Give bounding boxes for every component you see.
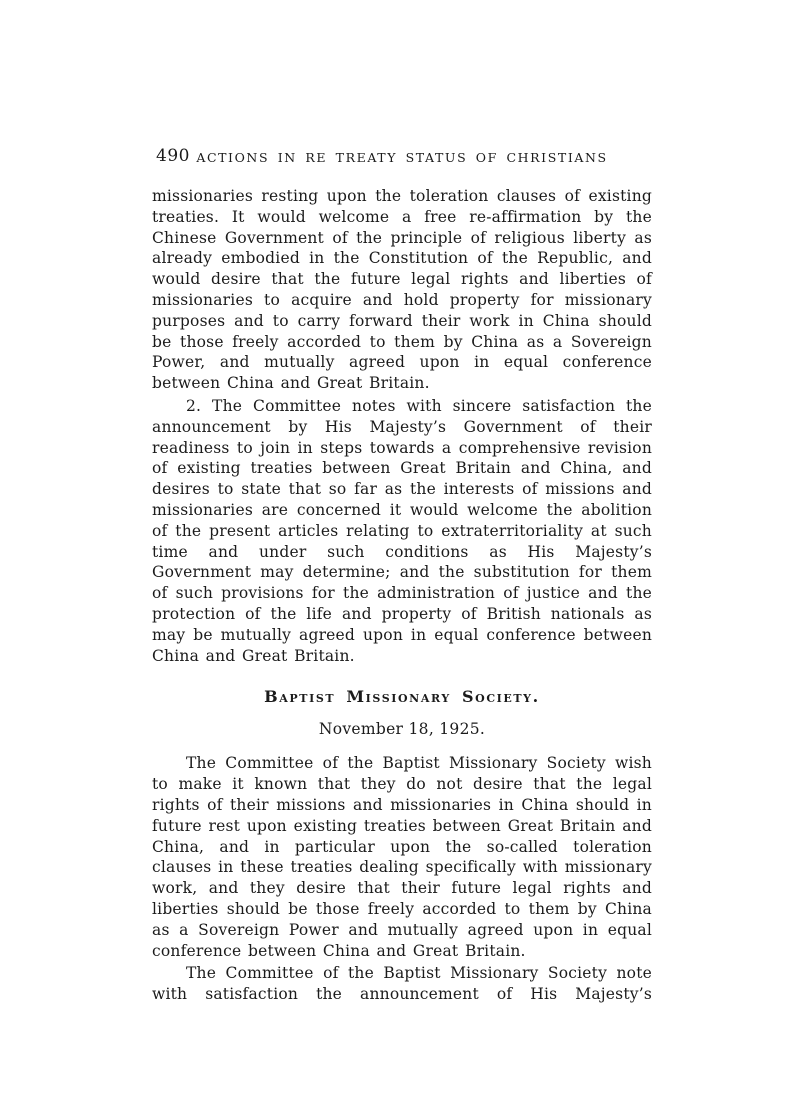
body-paragraph-2: 2. The Committee notes with sincere satisfaction the announcement by His Majesty’s Government of their readiness to join in steps towards a comprehensive revision of existing treaties between Great Britain and China, and desires to state that so far as the interests of missions and missionaries are concerned it would welcome the abolition of the present articles relating to extraterritoriality at such time and under such conditions as His Majesty’s Government may determine; and the substitution for them of such provisions for the administration of justice and the protection of the life and property of British nationals as may be mutually agreed upon in equal conference between China and Great Britain. bbox=[152, 396, 652, 665]
body-paragraph-3: The Committee of the Baptist Missionary Society wish to make it known that they do not desire that the legal rights of their missions and missionaries in China should in future rest upon existing treaties between Great Britain and China, and in particular upon the so-called toleration clauses in these treaties dealing specifically with missionary work, and they desire that their future legal rights and liberties should be those freely accorded to them by China as a Sovereign Power and mutually agreed upon in equal conference between China and Great Britain. bbox=[152, 754, 652, 960]
running-title: ACTIONS IN RE TREATY STATUS OF CHRISTIANS bbox=[196, 150, 608, 165]
body-paragraph-1: missionaries resting upon the toleration clauses of existing treaties. It would welcome a free re-affirmation by the Chinese Government of the principle of religious liberty as already embodied in the Constitution of the Republic, and would desire that the future legal rights and liberties of missionaries to acquire and hold property for missionary purposes and to carry forward their work in China should be those freely accorded to them by China as a Sovereign Power, and mutually agreed upon in equal conference between China and Great Britain. bbox=[152, 187, 652, 393]
page-number: 490 bbox=[156, 146, 190, 166]
body-paragraph-4: The Committee of the Baptist Missionary Society note with satisfaction the announcement of His Majesty’s bbox=[152, 964, 652, 1004]
text-column bbox=[152, 146, 652, 1005]
section-date: November 18, 1925. bbox=[318, 720, 486, 739]
running-header bbox=[152, 146, 652, 168]
section-heading: Baptist Missionary Society. bbox=[264, 687, 540, 707]
